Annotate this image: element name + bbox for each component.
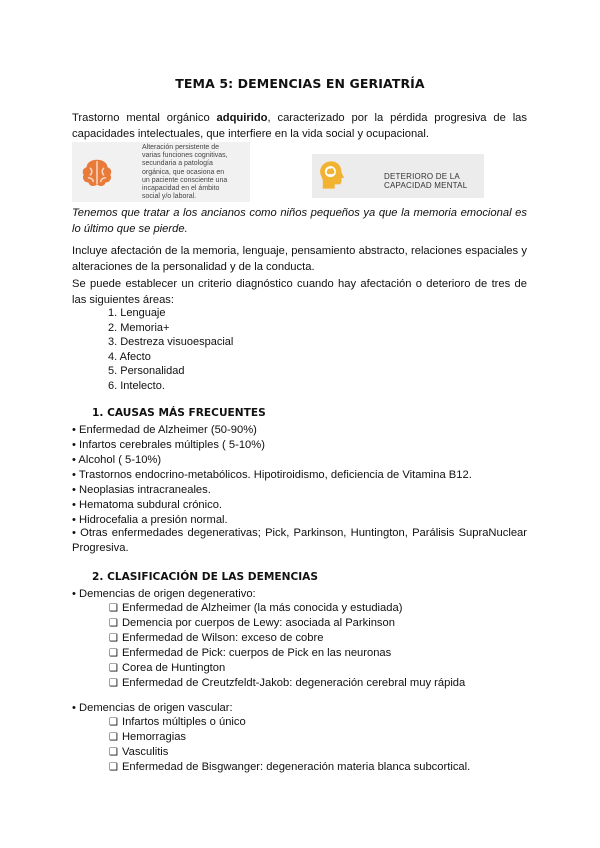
list-item: • Hidrocefalia a presión normal. [72, 514, 228, 526]
definition-line: orgánica, que ocasiona en [142, 168, 225, 176]
italic-note: Tenemos que tratar a los ancianos como niños pequeños ya que la memoria emocional es lo último que se pierde. [72, 207, 527, 235]
criterion-paragraph: Se puede establecer un criterio diagnóstico cuando hay afectación o deterioro de tres de las siguientes áreas: [72, 278, 527, 306]
list-item [109, 715, 246, 731]
definition-line: secundaria a patología [142, 160, 213, 168]
checkbox-icon: ❑ [109, 633, 118, 644]
list-item [109, 616, 395, 632]
mental-decline-image [312, 154, 484, 198]
list-item-text: Enfermedad de Pick: cuerpos de Pick en las neuronas [121, 647, 392, 659]
list-item: 3. Destreza visuoespacial [108, 336, 234, 349]
intro-text-end: , caracterizado por la pérdida progresiva de las capacidades intelectuales, que interfiere en la vida social y ocupacional. [72, 112, 527, 140]
list-item: • Enfermedad de Alzheimer (50-90%) [72, 424, 257, 436]
section-heading-classification: 2. CLASIFICACIÓN DE LAS DEMENCIAS [92, 571, 319, 583]
includes-paragraph: Incluye afectación de la memoria, lenguaje, pensamiento abstracto, relaciones espaciales y alteraciones de la personalidad y de la conducta. [72, 245, 527, 273]
head-brain-icon [316, 158, 350, 192]
list-item: 5. Personalidad [108, 365, 185, 378]
list-item [109, 676, 465, 692]
definition-line: varias funciones cognitivas, [142, 152, 228, 160]
intro-bold-word: adquirido [216, 112, 268, 124]
list-item-text: Hemorragias [121, 731, 187, 743]
brain-icon [78, 154, 116, 192]
list-item: 4. Afecto [108, 350, 151, 363]
definition-text [142, 144, 248, 201]
list-item: 1. Lenguaje [108, 307, 166, 319]
areas-list [108, 306, 233, 394]
definition-line: social y/o laboral. [142, 193, 197, 201]
list-item-text: Infartos múltiples o único [121, 716, 246, 728]
list-item: • Infartos cerebrales múltiples ( 5-10%) [72, 439, 265, 451]
list-item-text: Enfermedad de Creutzfeldt-Jakob: degeneración cerebral muy rápida [121, 677, 466, 689]
section-heading-causes: 1. CAUSAS MÁS FRECUENTES [92, 407, 266, 419]
intro-paragraph [72, 110, 527, 142]
checkbox-icon: ❑ [109, 732, 118, 743]
list-item [109, 646, 391, 662]
list-item: 2. Memoria+ [108, 321, 170, 334]
list-item [109, 661, 225, 677]
page-title: TEMA 5: DEMENCIAS EN GERIATRÍA [175, 76, 425, 91]
list-item [109, 601, 402, 617]
list-item: • Alcohol ( 5-10%) [72, 454, 162, 466]
caption-line: DETERIORO DE LA [384, 172, 460, 181]
checkbox-icon: ❑ [109, 762, 118, 773]
list-item: • Trastornos endocrino-metabólicos. Hipotiroidismo, deficiencia de Vitamina B12. [72, 469, 472, 481]
definition-line: Alteración persistente de [142, 144, 220, 151]
checkbox-icon: ❑ [109, 678, 118, 689]
intro-text-start: Trastorno mental orgánico [72, 112, 217, 124]
checkbox-icon: ❑ [109, 663, 118, 674]
list-item [109, 745, 168, 761]
list-item-text: Vasculitis [121, 746, 169, 758]
list-item: • Neoplasias intracraneales. [72, 484, 211, 496]
list-item [109, 760, 470, 776]
list-item [109, 631, 323, 647]
list-item-text: Corea de Huntington [121, 662, 226, 674]
list-item-text: Enfermedad de Bisgwanger: degeneración materia blanca subcortical. [121, 761, 471, 773]
list-item: • Otras enfermedades degenerativas; Pick, Parkinson, Huntington, Parálisis SupraNuclear Progresiva. [72, 527, 527, 554]
checkbox-icon: ❑ [109, 603, 118, 614]
list-item: 6. Intelecto. [108, 379, 165, 392]
list-item [109, 730, 186, 746]
list-item-text: Enfermedad de Alzheimer (la más conocida y estudiada) [121, 602, 403, 614]
group-label-vascular: • Demencias de origen vascular: [72, 702, 233, 714]
caption-line: CAPACIDAD MENTAL [384, 181, 468, 190]
checkbox-icon: ❑ [109, 717, 118, 728]
list-item-text: Demencia por cuerpos de Lewy: asociada al Parkinson [121, 617, 395, 629]
checkbox-icon: ❑ [109, 648, 118, 659]
definition-line: incapacidad en el ámbito [142, 185, 220, 193]
mental-decline-caption [384, 172, 467, 190]
list-item: • Hematoma subdural crónico. [72, 499, 223, 511]
list-item-text: Enfermedad de Wilson: exceso de cobre [121, 632, 324, 644]
definition-image [72, 142, 250, 202]
checkbox-icon: ❑ [109, 747, 118, 758]
checkbox-icon: ❑ [109, 618, 118, 629]
group-label-degenerative: • Demencias de origen degenerativo: [72, 588, 256, 600]
definition-line: un paciente consciente una [142, 176, 228, 184]
